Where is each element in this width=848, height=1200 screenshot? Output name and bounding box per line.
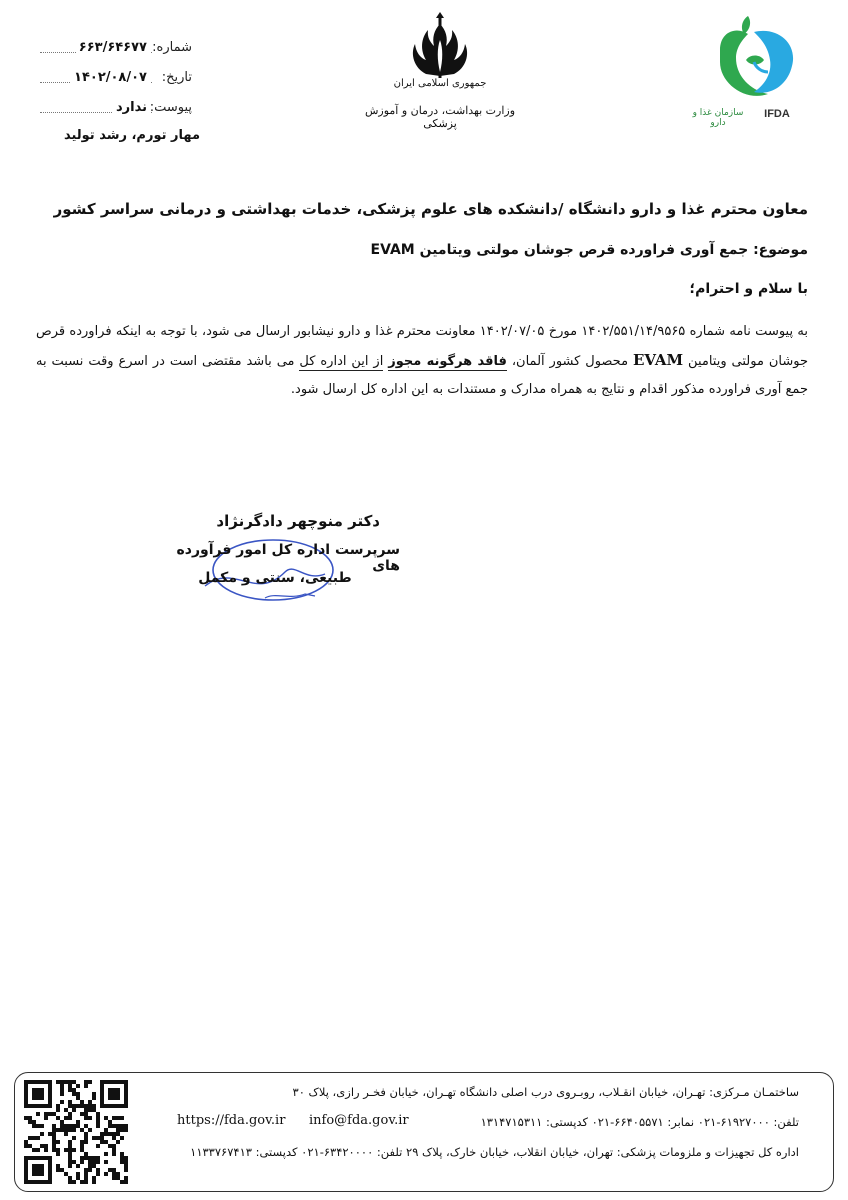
signatory-title-1: سرپرست اداره کل امور فرآورده های xyxy=(176,542,400,574)
from-office-underlined: از این اداره کل xyxy=(299,354,384,369)
footer-address: ساختمـان مـرکزی: تهـران، خیابان انقـلاب، روبـروی درب اصلی دانشگاه تهـران، خیابان فخـر رازی، پلاک ۳۰ xyxy=(292,1085,799,1099)
date-value: ۱۴۰۲/۰۸/۰۷ xyxy=(71,70,150,85)
emblem-ministry-text: وزارت بهداشت، درمان و آموزش پزشکی xyxy=(364,104,516,130)
department-slogan: مهار تورم، رشد تولید xyxy=(63,128,200,143)
body-part-2: محصول کشور آلمان، xyxy=(511,354,629,369)
recipient-line: معاون محترم غذا و دارو دانشگاه /دانشکده های علوم پزشکی، خدمات بهداشتی و درمانی سراسر کشور xyxy=(53,200,808,218)
number-label: شماره: xyxy=(152,40,192,55)
footer-equipment-office: اداره کل تجهیزات و ملزومات پزشکی: تهران، خیابان انقلاب، خیابان خارک، پلاک ۲۹ تلفن: ۶۳۴۲۰۰۰۰-۰۲۱ کدپستی: ۱۱۳۳۷۶۷۴۱۳ xyxy=(190,1145,799,1159)
emblem-icon xyxy=(360,10,520,85)
no-license-emphasis: فاقد هرگونه مجوز xyxy=(388,354,507,369)
ifda-logo-icon xyxy=(690,10,810,110)
footer-contact: تلفن: ۶۱۹۲۷۰۰۰-۰۲۱ نمابر: ۶۶۴۰۵۵۷۱-۰۲۱ کدپستی: ۱۳۱۴۷۱۵۳۱۱ xyxy=(480,1115,799,1129)
date-label: تاریخ: xyxy=(161,70,192,85)
subject-line: موضوع: جمع آوری فراورده قرص جوشان مولتی ویتامین EVAM xyxy=(370,242,808,258)
body-part-3: می باشد مقتضی است در اسرع وقت نسبت به جمع آوری فراورده مذکور اقدام و نتایج به همراه مدارک و مستندات به این اداره کل ارسال شود. xyxy=(36,354,808,397)
footer-email[interactable]: info@fda.gov.ir xyxy=(309,1113,409,1128)
footer-website[interactable]: https://fda.gov.ir xyxy=(177,1113,286,1128)
letter-body xyxy=(36,318,808,404)
letter-number xyxy=(40,40,200,62)
ifda-org-name: سازمان غذا و دارو xyxy=(692,108,744,128)
number-value: ۶۶۳/۶۴۶۷۷ xyxy=(76,40,150,55)
footer-box xyxy=(14,1072,834,1192)
qr-code-icon xyxy=(24,1080,128,1184)
product-name: EVAM xyxy=(632,351,684,369)
greeting-line: با سلام و احترام؛ xyxy=(689,281,808,297)
letter-date xyxy=(40,70,200,92)
ifda-abbr: IFDA xyxy=(764,108,790,120)
body-part-1: به پیوست نامه شماره ۱۴۰۲/۵۵۱/۱۴/۹۵۶۵ مورخ ۱۴۰۲/۰۷/۰۵ معاونت محترم غذا و دارو نیشابور ارسال می شود، با توجه به اینکه فراورده قرص جوشان مولتی ویتامین xyxy=(36,324,808,369)
signatory-name: دکتر منوچهر دادگرنژاد xyxy=(216,512,380,530)
letter-attachment xyxy=(40,100,200,122)
qr-code[interactable] xyxy=(24,1080,128,1184)
attachment-label: پیوست: xyxy=(149,100,192,115)
emblem-republic-text: جمهوری اسلامی ایران xyxy=(393,78,487,89)
attachment-value: ندارد xyxy=(113,100,150,115)
signatory-title-2: طبیعی، سنتی و مکمل xyxy=(198,570,352,586)
